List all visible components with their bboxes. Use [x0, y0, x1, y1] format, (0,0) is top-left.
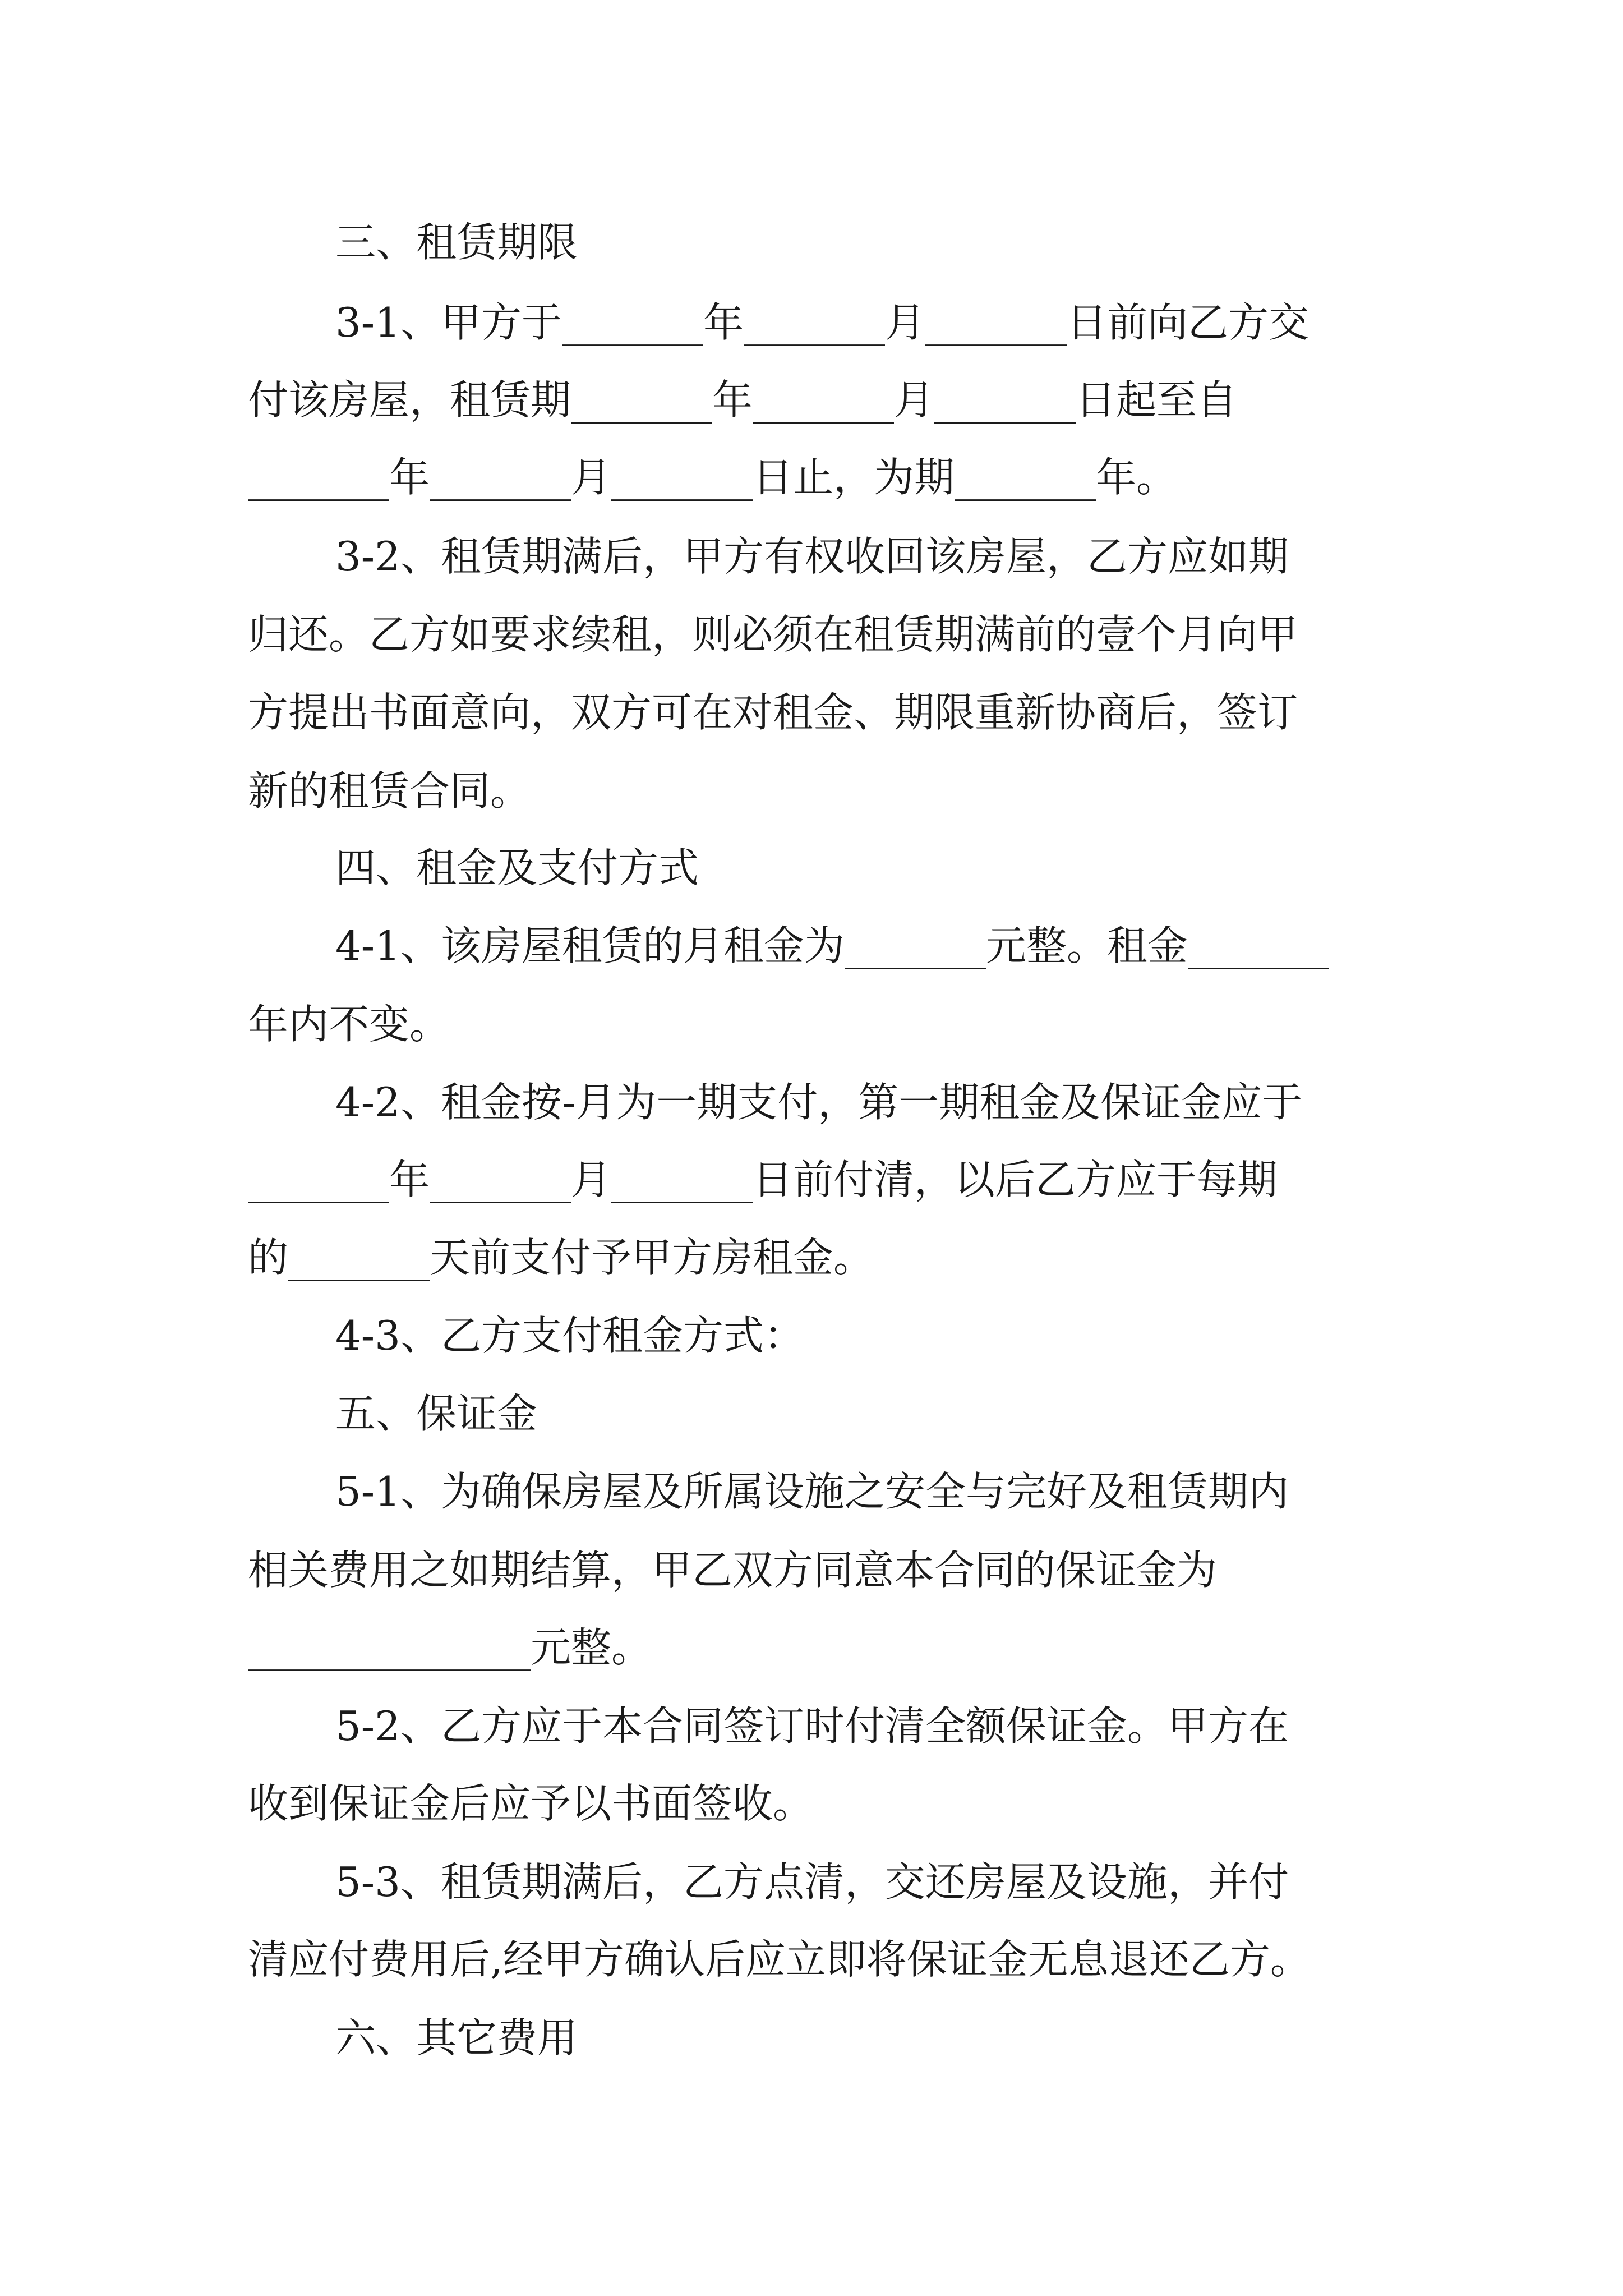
section-heading: 四、租金及支付方式: [335, 844, 699, 891]
clause-line: 方提出书面意向，双方可在对租金、期限重新协商后，签订: [248, 689, 1298, 736]
clause-line: 3-2、租赁期满后，甲方有权收回该房屋，乙方应如期: [335, 533, 1289, 580]
clause-line: 的_______天前支付予甲方房租金。: [248, 1234, 874, 1281]
clause-line: 年内不变。: [248, 1001, 450, 1048]
clause-line: _______年_______月_______日前付清，以后乙方应于每期: [248, 1156, 1278, 1203]
clause-line: 新的租赁合同。: [248, 767, 531, 815]
clause-line: 相关费用之如期结算，甲乙双方同意本合同的保证金为: [248, 1547, 1218, 1594]
clause-line: _______年_______月_______日止，为期_______年。: [248, 454, 1177, 501]
clause-line: 4-2、租金按-月为一期支付，第一期租金及保证金应于: [335, 1079, 1303, 1126]
section-heading: 三、租赁期限: [335, 219, 578, 266]
clause-line: 4-1、该房屋租赁的月租金为_______元整。租金_______: [335, 922, 1329, 969]
clause-line: 5-3、租赁期满后，乙方点清，交还房屋及设施，并付: [335, 1858, 1289, 1906]
clause-line: ______________元整。: [248, 1624, 652, 1671]
clause-line: 清应付费用后,经甲方确认后应立即将保证金无息退还乙方。: [248, 1936, 1311, 1983]
clause-line: 归还。乙方如要求续租，则必须在租赁期满前的壹个月向甲: [248, 611, 1298, 658]
clause-line: 3-1、甲方于_______年_______月_______日前向乙方交: [335, 299, 1309, 346]
clause-line: 付该房屋，租赁期_______年_______月_______日起至自: [248, 376, 1238, 424]
clause-line: 4-3、乙方支付租金方式：: [335, 1312, 804, 1359]
clause-line: 收到保证金后应予以书面签收。: [248, 1780, 814, 1827]
clause-line: 5-1、为确保房屋及所属设施之安全与完好及租赁期内: [335, 1468, 1289, 1515]
section-heading: 五、保证金: [335, 1390, 538, 1437]
clause-line: 5-2、乙方应于本合同签订时付清全额保证金。甲方在: [335, 1703, 1289, 1750]
section-heading: 六、其它费用: [335, 2014, 578, 2062]
